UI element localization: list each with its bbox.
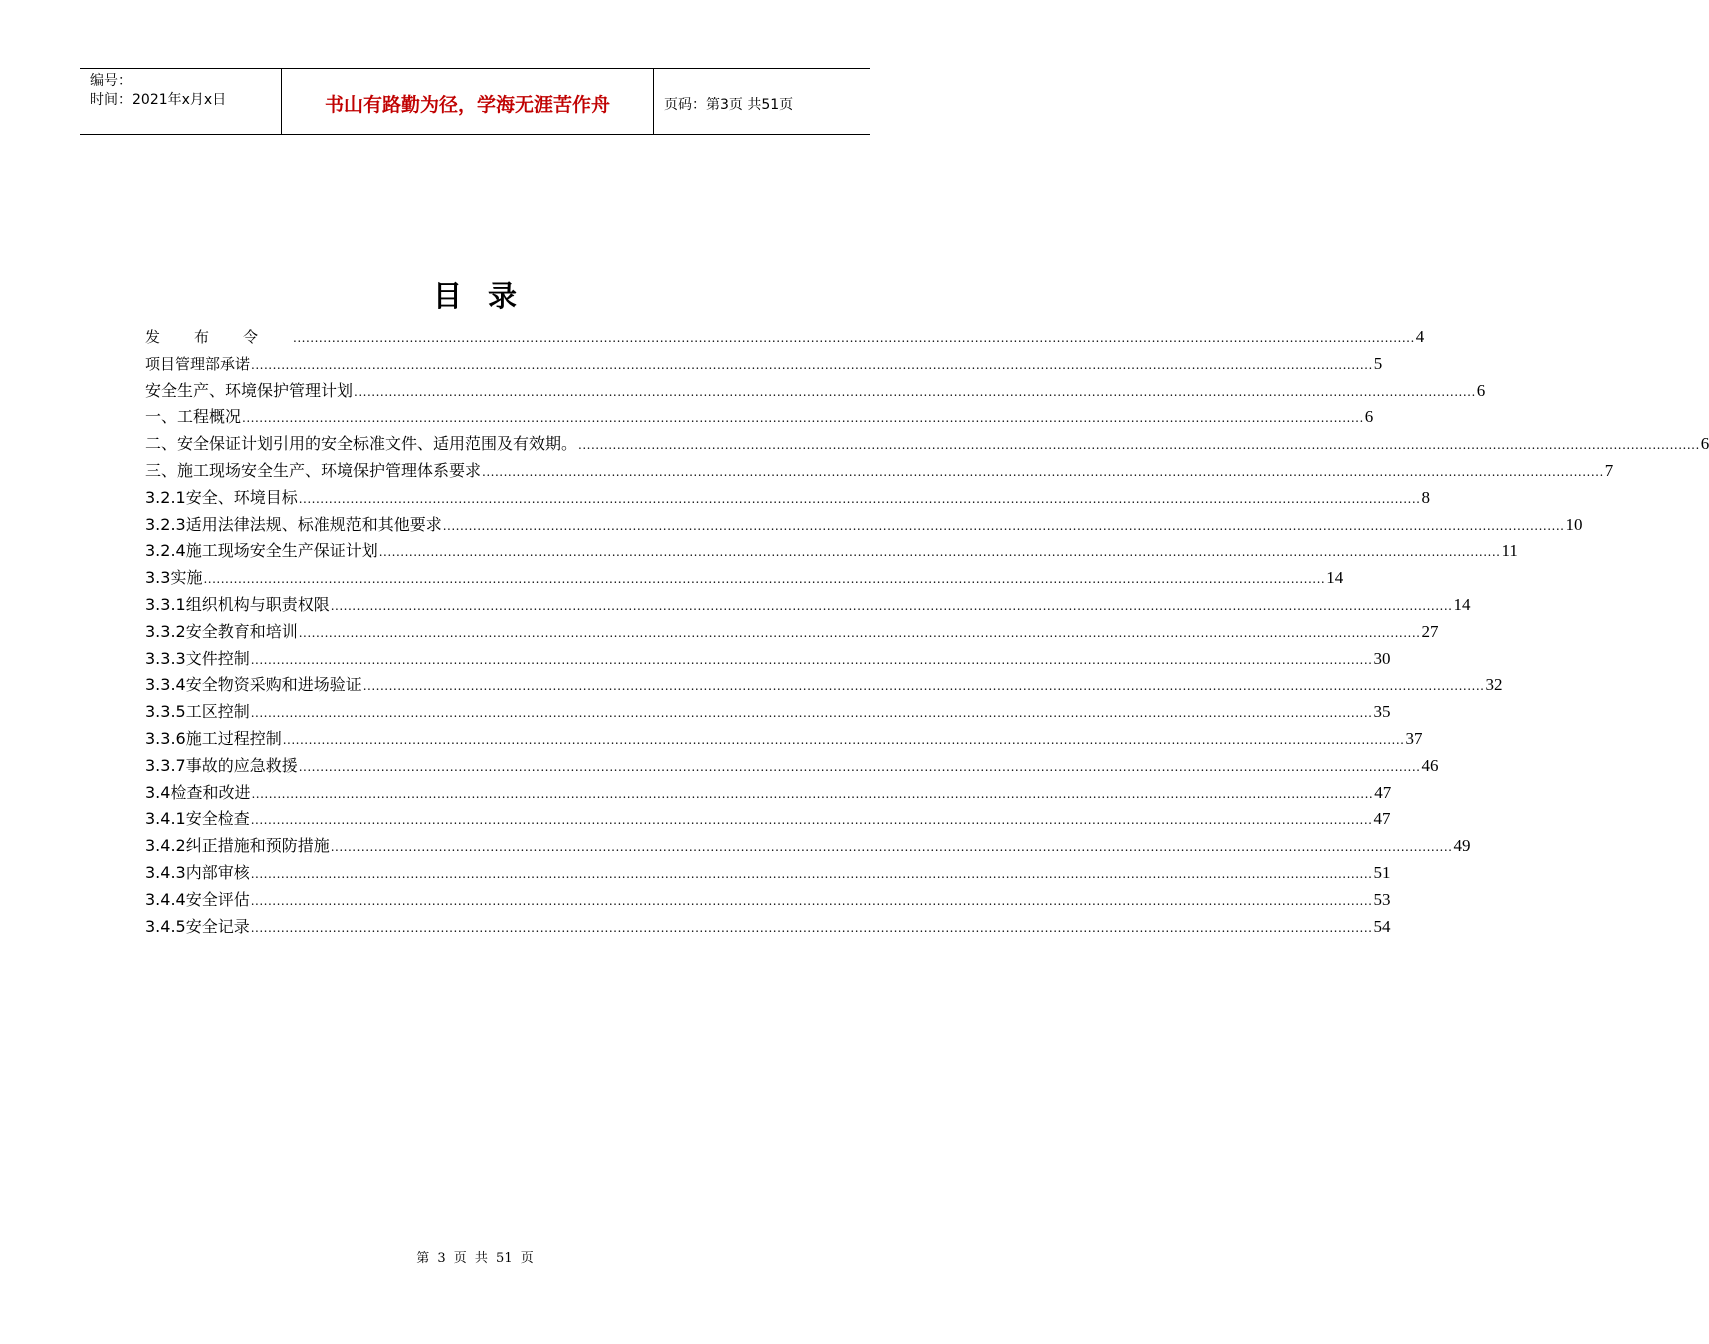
toc-entry[interactable] <box>145 833 1471 860</box>
toc-dot-leader: .................................................................................................................................................................................................................................................................... <box>578 438 1700 453</box>
toc-entry-page: 4 <box>1415 327 1425 346</box>
toc-dot-leader: .................................................................................................................................................................................................................................................................... <box>298 491 1421 506</box>
toc-dot-leader: .................................................................................................................................................................................................................................................................... <box>203 572 1326 587</box>
toc-entry-page: 11 <box>1501 541 1518 561</box>
page-header <box>80 68 870 135</box>
toc-entry-text: 3.4.2纠正措施和预防措施 <box>145 836 330 856</box>
toc-dot-leader: .................................................................................................................................................................................................................................................................... <box>251 357 1373 372</box>
toc-title: 目录 <box>432 279 543 313</box>
toc-entry-page: 46 <box>1421 755 1439 775</box>
toc-dot-leader: .................................................................................................................................................................................................................................................................... <box>250 920 1373 935</box>
toc-dot-leader: .................................................................................................................................................................................................................................................................... <box>250 706 1373 721</box>
toc-entry[interactable] <box>145 914 1391 941</box>
toc-entry-text: 3.3.6施工过程控制 <box>145 728 282 748</box>
toc-entry[interactable] <box>145 404 1374 431</box>
toc-entry-page: 6 <box>1476 380 1486 400</box>
toc-entry-page: 10 <box>1565 514 1583 534</box>
toc-dot-leader: .................................................................................................................................................................................................................................................................... <box>362 679 1485 694</box>
toc-entry-text: 3.4.5安全记录 <box>145 916 250 936</box>
toc-entry[interactable] <box>145 324 1425 351</box>
toc-entry-page: 27 <box>1421 621 1439 641</box>
toc-entry-page: 30 <box>1373 648 1391 668</box>
toc-dot-leader: .................................................................................................................................................................................................................................................................... <box>293 331 1415 345</box>
toc-entry-text: 3.4.4安全评估 <box>145 889 250 909</box>
toc-entry-text: 3.2.1安全、环境目标 <box>145 487 298 507</box>
toc-dot-leader: .................................................................................................................................................................................................................................................................... <box>251 786 1374 801</box>
toc-dot-leader: .................................................................................................................................................................................................................................................................... <box>442 518 1565 533</box>
toc-entry-text: 3.4.3内部审核 <box>145 862 250 882</box>
toc-entry-page: 6 <box>1700 434 1709 454</box>
toc-entry[interactable] <box>145 431 1709 458</box>
toc-dot-leader: .................................................................................................................................................................................................................................................................... <box>354 384 1476 399</box>
header-left-cell <box>80 69 282 134</box>
toc-dot-leader: .................................................................................................................................................................................................................................................................... <box>250 893 1373 908</box>
toc-entry-text: 项目管理部承诺 <box>145 354 251 373</box>
toc-entry-text: 3.4.1安全检查 <box>145 809 250 829</box>
toc-dot-leader: .................................................................................................................................................................................................................................................................... <box>298 625 1421 640</box>
toc-entry[interactable] <box>145 726 1423 753</box>
toc-entry-page: 7 <box>1604 460 1614 480</box>
toc-entry-text: 3.3.3文件控制 <box>145 648 250 668</box>
document-number-label: 编号： <box>90 73 132 89</box>
toc-entry-text: 3.3.7事故的应急救援 <box>145 755 298 775</box>
toc-entry-page: 47 <box>1373 809 1391 829</box>
toc-entry-page: 47 <box>1374 782 1392 802</box>
toc-entry[interactable] <box>145 860 1391 887</box>
toc-dot-leader: .................................................................................................................................................................................................................................................................... <box>250 813 1373 828</box>
toc-entry[interactable] <box>145 485 1430 512</box>
toc-entry-page: 32 <box>1485 675 1503 695</box>
toc-entry[interactable] <box>145 806 1391 833</box>
toc-entry-text: 安全生产、环境保护管理计划 <box>145 380 354 400</box>
toc-dot-leader: .................................................................................................................................................................................................................................................................... <box>242 411 1364 426</box>
toc-entry-page: 14 <box>1326 568 1344 588</box>
toc-entry[interactable] <box>145 753 1439 780</box>
toc-entry-page: 37 <box>1405 728 1423 748</box>
toc-entry-text: 3.3.2安全教育和培训 <box>145 621 298 641</box>
toc-entry-page: 6 <box>1364 407 1374 427</box>
toc-entry-text: 二、安全保证计划引用的安全标准文件、适用范围及有效期。 <box>145 434 578 454</box>
header-page-info: 页码：第3页 共51页 <box>664 96 794 113</box>
toc-entry[interactable] <box>145 672 1503 699</box>
toc-dot-leader: .................................................................................................................................................................................................................................................................... <box>482 464 1604 479</box>
toc-dot-leader: .................................................................................................................................................................................................................................................................... <box>330 840 1453 855</box>
toc-entry-page: 14 <box>1453 594 1471 614</box>
toc-entry-page: 51 <box>1373 862 1391 882</box>
toc-entry-text: 3.3.1组织机构与职责权限 <box>145 594 330 614</box>
toc-dot-leader: .................................................................................................................................................................................................................................................................... <box>282 732 1405 747</box>
toc-entry-text: 3.2.3适用法律法规、标准规范和其他要求 <box>145 514 442 534</box>
toc-dot-leader: .................................................................................................................................................................................................................................................................... <box>330 598 1453 613</box>
toc-entry[interactable] <box>145 780 1392 807</box>
toc-entry-page: 8 <box>1421 487 1430 507</box>
toc-entry-text: 一、工程概况 <box>145 407 242 427</box>
toc-dot-leader: .................................................................................................................................................................................................................................................................... <box>298 759 1421 774</box>
header-motto: 书山有路勤为径，学海无涯苦作舟 <box>282 69 654 134</box>
toc-entry[interactable] <box>145 378 1486 405</box>
document-time-label: 时间：2021年x月x日 <box>90 92 227 108</box>
toc-entry-page: 53 <box>1373 889 1391 909</box>
toc-entry-page: 49 <box>1453 836 1471 856</box>
toc-entry[interactable] <box>145 512 1583 539</box>
toc-entry-text: 3.2.4施工现场安全生产保证计划 <box>145 541 378 561</box>
toc-entry[interactable] <box>145 538 1518 565</box>
toc-entry[interactable] <box>145 458 1614 485</box>
toc-entry[interactable] <box>145 592 1471 619</box>
toc-entry-text: 3.3.4安全物资采购和进场验证 <box>145 675 362 695</box>
toc-entry[interactable] <box>145 351 1383 378</box>
page-footer: 第 3 页 共 51 页 <box>416 1251 534 1266</box>
toc-entry-page: 35 <box>1373 702 1391 722</box>
toc-dot-leader: .................................................................................................................................................................................................................................................................... <box>250 866 1373 881</box>
toc-entry-text: 三、施工现场安全生产、环境保护管理体系要求 <box>145 460 482 480</box>
toc-entry-page: 5 <box>1373 353 1383 373</box>
toc-entry-text: 发布令 <box>145 328 293 346</box>
toc-entry-page: 54 <box>1373 916 1391 936</box>
toc-entry-text: 3.3.5工区控制 <box>145 702 250 722</box>
toc-entry[interactable] <box>145 619 1439 646</box>
toc-list <box>145 324 1709 940</box>
toc-entry-text: 3.3实施 <box>145 568 203 588</box>
toc-dot-leader: .................................................................................................................................................................................................................................................................... <box>250 652 1373 667</box>
toc-dot-leader: .................................................................................................................................................................................................................................................................... <box>378 545 1501 560</box>
toc-entry[interactable] <box>145 699 1391 726</box>
toc-entry-text: 3.4检查和改进 <box>145 782 251 802</box>
toc-entry[interactable] <box>145 887 1391 914</box>
toc-entry[interactable] <box>145 565 1344 592</box>
toc-entry[interactable] <box>145 646 1391 673</box>
